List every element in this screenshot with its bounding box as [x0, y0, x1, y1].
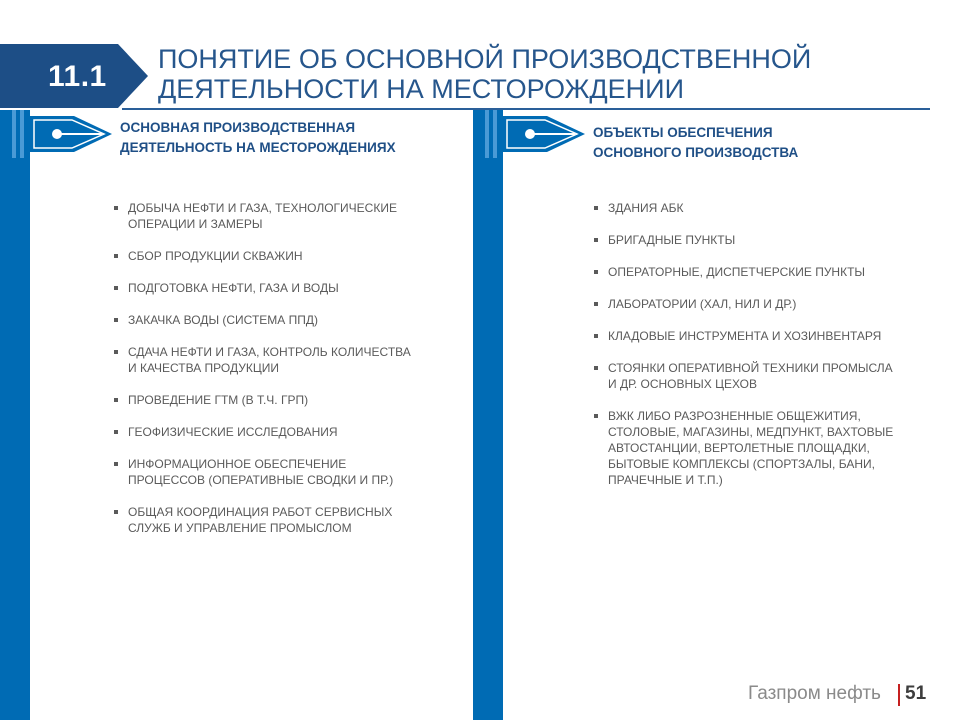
right-bar-stripe [485, 110, 489, 158]
list-item-line: АВТОСТАНЦИИ, ВЕРТОЛЕТНЫЕ ПЛОЩАДКИ, [608, 441, 870, 455]
left-bar-stripe [20, 110, 24, 158]
list-item-line: ВЖК ЛИБО РАЗРОЗНЕННЫЕ ОБЩЕЖИТИЯ, [608, 409, 861, 423]
list-item-line: ДОБЫЧА НЕФТИ И ГАЗА, ТЕХНОЛОГИЧЕСКИЕ [128, 201, 397, 215]
list-item [111, 312, 461, 328]
list-item [591, 328, 936, 344]
list-item [111, 456, 461, 488]
left-header-line2: ДЕЯТЕЛЬНОСТЬ НА МЕСТОРОЖДЕНИЯХ [120, 140, 396, 155]
right-column-header [593, 123, 798, 163]
left-bullet-list [111, 200, 461, 552]
footer-separator [898, 684, 900, 706]
footer-brand: Газпром нефть [748, 683, 881, 704]
left-header-line1: ОСНОВНАЯ ПРОИЗВОДСТВЕННАЯ [120, 120, 356, 135]
left-bar-stripe [12, 110, 16, 158]
slide-title-line2: ДЕЯТЕЛЬНОСТИ НА МЕСТОРОЖДЕНИИ [158, 74, 684, 104]
list-item-line: ПРАЧЕЧНЫЕ И Т.П.) [608, 473, 723, 487]
list-item-line: ОПЕРАЦИИ И ЗАМЕРЫ [128, 217, 263, 231]
list-item-line: СТОЛОВЫЕ, МАГАЗИНЫ, МЕДПУНКТ, ВАХТОВЫЕ [608, 425, 894, 439]
left-column-header [120, 118, 396, 158]
list-item-line: СДАЧА НЕФТИ И ГАЗА, КОНТРОЛЬ КОЛИЧЕСТВА [128, 345, 411, 359]
list-item [591, 408, 936, 488]
list-item [591, 232, 936, 248]
slide-title [158, 44, 918, 104]
title-divider [122, 108, 930, 110]
list-item [591, 360, 936, 392]
list-item-line: СЛУЖБ И УПРАВЛЕНИЕ ПРОМЫСЛОМ [128, 521, 352, 535]
list-item-line: ЗДАНИЯ АБК [608, 201, 684, 215]
right-header-line1: ОБЪЕКТЫ ОБЕСПЕЧЕНИЯ [593, 125, 773, 140]
list-item-line: И КАЧЕСТВА ПРОДУКЦИИ [128, 361, 279, 375]
right-column-bar [473, 110, 503, 720]
right-bullet-list [591, 200, 936, 504]
right-bar-stripe [493, 110, 497, 158]
page-number: 51 [905, 683, 927, 704]
left-column-bar [0, 110, 30, 720]
right-header-line2: ОСНОВНОГО ПРОИЗВОДСТВА [593, 145, 799, 160]
list-item-line: ПРОВЕДЕНИЕ ГТМ (В Т.Ч. ГРП) [128, 393, 309, 407]
list-item-line: ИНФОРМАЦИОННОЕ ОБЕСПЕЧЕНИЕ [128, 457, 347, 471]
list-item-line: ГЕОФИЗИЧЕСКИЕ ИССЛЕДОВАНИЯ [128, 425, 338, 439]
list-item [591, 200, 936, 216]
list-item [111, 248, 461, 264]
list-item-line: СБОР ПРОДУКЦИИ СКВАЖИН [128, 249, 303, 263]
list-item [111, 424, 461, 440]
list-item-line: ПРОЦЕССОВ (ОПЕРАТИВНЫЕ СВОДКИ И ПР.) [128, 473, 394, 487]
list-item-line: ОПЕРАТОРНЫЕ, ДИСПЕТЧЕРСКИЕ ПУНКТЫ [608, 265, 866, 279]
section-number: 11.1 [48, 60, 107, 93]
list-item [591, 264, 936, 280]
slide-title-line1: ПОНЯТИЕ ОБ ОСНОВНОЙ ПРОИЗВОДСТВЕННОЙ [158, 44, 812, 74]
list-item [591, 296, 936, 312]
list-item [111, 504, 461, 536]
list-item-line: КЛАДОВЫЕ ИНСТРУМЕНТА И ХОЗИНВЕНТАРЯ [608, 329, 882, 343]
list-item-line: ОБЩАЯ КООРДИНАЦИЯ РАБОТ СЕРВИСНЫХ [128, 505, 393, 519]
pen-nib-icon [30, 114, 114, 154]
list-item-line: ПОДГОТОВКА НЕФТИ, ГАЗА И ВОДЫ [128, 281, 339, 295]
list-item-line: БРИГАДНЫЕ ПУНКТЫ [608, 233, 736, 247]
list-item-line: СТОЯНКИ ОПЕРАТИВНОЙ ТЕХНИКИ ПРОМЫСЛА [608, 361, 893, 375]
pen-nib-icon [503, 114, 587, 154]
list-item [111, 200, 461, 232]
list-item [111, 344, 461, 376]
list-item-line: ЛАБОРАТОРИИ (ХАЛ, НИЛ И ДР.) [608, 297, 797, 311]
list-item-line: БЫТОВЫЕ КОМПЛЕКСЫ (СПОРТЗАЛЫ, БАНИ, [608, 457, 875, 471]
list-item [111, 392, 461, 408]
list-item [111, 280, 461, 296]
list-item-line: И ДР. ОСНОВНЫХ ЦЕХОВ [608, 377, 757, 391]
list-item-line: ЗАКАЧКА ВОДЫ (СИСТЕМА ППД) [128, 313, 318, 327]
